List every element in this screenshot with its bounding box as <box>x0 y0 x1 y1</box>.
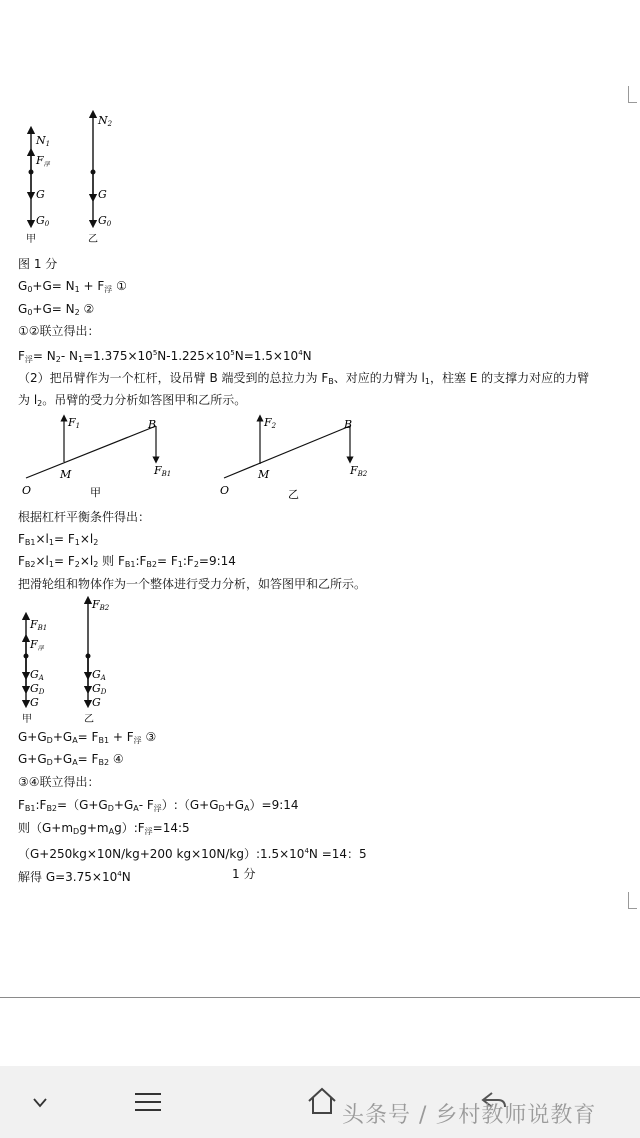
svg-text:甲: 甲 <box>90 486 101 499</box>
equation-6: $G+G_D+G_A= F_{B2}$ ④ <box>18 752 124 767</box>
equation-3: $F_{B1}\times l_1= F_1\times l_2$ <box>18 532 99 547</box>
svg-text:GA: GA <box>30 668 44 682</box>
svg-text:GD: GD <box>30 682 45 696</box>
svg-text:G: G <box>30 696 39 709</box>
svg-text:FB2: FB2 <box>350 464 368 478</box>
watermark-text: 头条号 / 乡村教师说教育 <box>342 1103 597 1128</box>
svg-text:N1: N1 <box>36 134 51 148</box>
svg-text:F浮: F浮 <box>36 154 50 168</box>
svg-text:甲: 甲 <box>22 714 32 725</box>
svg-text:FB1: FB1 <box>154 464 172 478</box>
figure-3-force-diagram <box>14 596 154 726</box>
svg-text:甲: 甲 <box>26 234 36 245</box>
page-corner-mark-bottom <box>628 892 637 909</box>
svg-text:O: O <box>220 484 230 497</box>
svg-text:F1: F1 <box>68 416 81 430</box>
paragraph-line: （2）把吊臂作为一个杠杆，设吊臂 B 端受到的总拉力为 $F_B$、对应的力臂为 $l_1$，柱塞 E 的支撑力对应的力臂 <box>18 371 590 386</box>
svg-text:G0: G0 <box>98 214 112 228</box>
svg-text:F2: F2 <box>264 416 277 430</box>
svg-text:乙: 乙 <box>288 488 299 501</box>
blank-area <box>0 998 640 1066</box>
equation-2: $G_0+G= N_2$ ② <box>18 302 95 317</box>
svg-text:FB1: FB1 <box>30 618 48 632</box>
figure-2-lever-diagram <box>14 412 414 504</box>
svg-text:M: M <box>60 468 72 481</box>
svg-text:G: G <box>92 696 101 709</box>
equation-5: $G+G_D+G_A= F_{B1} + F_浮$ ③ <box>18 730 157 745</box>
svg-text:GA: GA <box>92 668 106 682</box>
page-corner-mark-top <box>628 86 637 103</box>
svg-text:M: M <box>258 468 270 481</box>
svg-text:N2: N2 <box>98 114 113 128</box>
chevron-down-icon[interactable] <box>30 1096 50 1110</box>
text-line: ③④联立得出： <box>18 775 100 789</box>
paragraph-line: 把滑轮组和物体作为一个整体进行受力分析，如答图甲和乙所示。 <box>18 577 367 591</box>
menu-icon[interactable] <box>133 1090 163 1114</box>
text-line: 图 1 分 <box>18 257 58 271</box>
svg-text:B: B <box>148 418 157 431</box>
equation-7: $F_{B1}:F_{B2}=(G+G_D+G_A-$ $F_浮):(G+G_D+G_A)=9:14$ <box>18 798 299 813</box>
svg-text:G: G <box>98 188 107 201</box>
svg-text:G0: G0 <box>36 214 50 228</box>
svg-text:FB2: FB2 <box>92 598 110 612</box>
svg-text:乙: 乙 <box>84 714 94 725</box>
svg-text:G: G <box>36 188 45 201</box>
equation-1: $G_0+G= N_1 + F_浮$ ① <box>18 279 127 294</box>
final-answer: 解得 $G=3.75\times 10^4N$ <box>18 870 131 884</box>
paragraph-line: 为 $l_2$。吊臂的受力分析如答图甲和乙所示。 <box>18 393 247 408</box>
svg-text:F浮: F浮 <box>30 638 44 652</box>
text-line: ①②联立得出： <box>18 324 100 338</box>
score-label: 1 分 <box>232 867 256 881</box>
svg-text:乙: 乙 <box>88 234 98 245</box>
equation-8: 则$(G+m_Dg+m_Ag):F_浮=14:5$ <box>18 821 190 836</box>
home-icon[interactable] <box>306 1086 338 1116</box>
equation-4: $F_{B2}\times l_1= F_2\times l_2$ 则 $F_{B1}:F_{B2}=$ $F_1:F_2=9:14$ <box>18 554 236 569</box>
figure-1-force-diagram <box>14 108 154 248</box>
text-line: 根据杠杆平衡条件得出： <box>18 510 151 524</box>
equation-9: （G+250kg×10N/kg+200 $kg\times 10N/kg):1.5\times 10^4N =14$：5 <box>18 847 367 861</box>
equation-result: $F_浮= N_2-$ $N_1=1.375\times 10^5N-1.225\times 10^5N=1.5\times 10^4N$ <box>18 349 312 364</box>
svg-text:GD: GD <box>92 682 107 696</box>
svg-text:O: O <box>22 484 32 497</box>
svg-text:B: B <box>344 418 353 431</box>
